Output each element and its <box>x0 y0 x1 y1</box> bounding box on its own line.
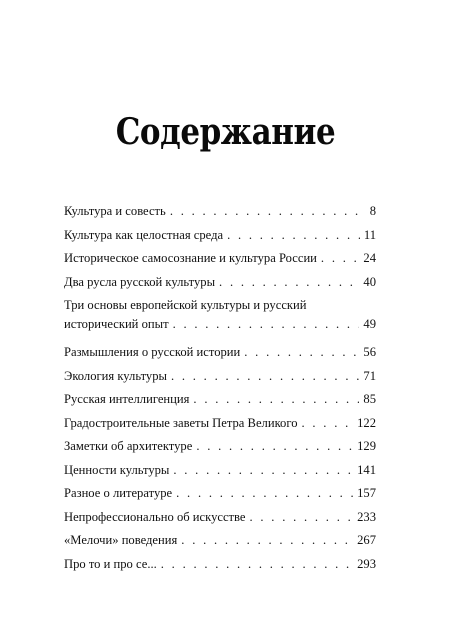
toc-entry-title: Историческое самосознание и культура России <box>64 251 317 265</box>
dot-leader <box>227 226 360 245</box>
toc-entry <box>64 202 376 221</box>
toc-entry <box>64 273 376 292</box>
toc-entry <box>64 249 376 268</box>
toc-entry <box>64 414 376 433</box>
page-title: Содержание <box>115 111 336 153</box>
toc-entry-title: Про то и про се... <box>64 556 157 571</box>
dot-leader <box>219 273 359 292</box>
toc-entry-title: Культура и совесть <box>64 204 166 218</box>
toc-entry <box>64 296 376 334</box>
toc-entry <box>64 555 376 574</box>
toc-entry-page: 122 <box>357 415 376 430</box>
toc-entry-page: 233 <box>357 509 376 524</box>
dot-leader <box>196 437 353 456</box>
toc-entry <box>64 437 376 456</box>
dot-leader <box>171 367 359 386</box>
dot-leader <box>170 202 366 221</box>
toc-entry-title: Культура как целостная среда <box>64 227 224 242</box>
toc-entry-title: Экология культуры <box>64 368 167 383</box>
toc-entry <box>64 531 376 550</box>
toc-entry-title: Заметки об архитектуре <box>64 439 193 453</box>
dot-leader <box>244 343 359 362</box>
toc-entry-title-line-1: Три основы европейской культуры и русский <box>64 298 307 312</box>
table-of-contents <box>64 202 376 574</box>
toc-entry-page: 85 <box>363 392 376 406</box>
toc-entry-title: Градостроительные заветы Петра Великого <box>64 415 298 430</box>
dot-leader <box>302 414 354 433</box>
toc-entry-page: 24 <box>363 251 376 265</box>
toc-entry-page: 8 <box>369 204 376 218</box>
dot-leader <box>161 555 353 574</box>
toc-entry <box>64 508 376 527</box>
toc-entry-page: 141 <box>357 462 376 477</box>
toc-entry <box>64 461 376 480</box>
toc-entry-page: 267 <box>357 533 376 547</box>
toc-entry-title-line-2: исторический опыт <box>64 317 169 331</box>
dot-leader <box>321 249 359 268</box>
toc-entry <box>64 390 376 409</box>
toc-entry <box>64 367 376 386</box>
toc-entry-title: Разное о литературе <box>64 486 173 500</box>
toc-entry-title: Непрофессионально об искусстве <box>64 509 246 524</box>
toc-entry <box>64 484 376 503</box>
toc-entry <box>64 226 376 245</box>
dot-leader <box>193 390 359 409</box>
toc-entry-title: «Мелочи» поведения <box>64 533 178 547</box>
toc-entry-title: Ценности культуры <box>64 462 170 477</box>
toc-entry-page: 56 <box>363 345 376 359</box>
toc-entry <box>64 343 376 362</box>
toc-entry-title: Размышления о русской истории <box>64 345 241 359</box>
dot-leader <box>173 315 360 334</box>
toc-entry-page: 40 <box>363 274 376 289</box>
dot-leader <box>250 508 354 527</box>
dot-leader <box>173 461 353 480</box>
toc-entry-page: 157 <box>357 486 376 500</box>
dot-leader <box>176 484 353 503</box>
toc-entry-page: 129 <box>357 439 376 453</box>
dot-leader <box>181 531 353 550</box>
toc-entry-page: 49 <box>363 317 376 331</box>
toc-entry-page: 71 <box>363 368 376 383</box>
toc-entry-title: Русская интеллигенция <box>64 392 190 406</box>
toc-entry-page: 293 <box>357 556 376 571</box>
toc-entry-title: Два русла русской культуры <box>64 274 216 289</box>
toc-entry-page: 11 <box>363 227 376 242</box>
